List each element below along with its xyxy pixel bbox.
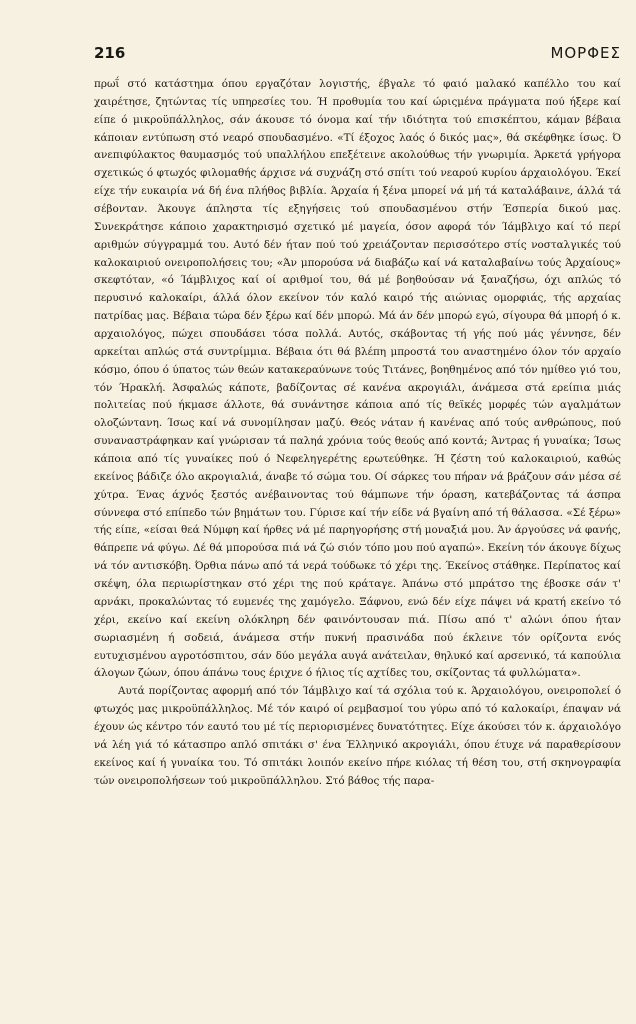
running-title: ΜΟΡΦΕΣ [550, 44, 621, 62]
paragraph: πρωΐ στό κατάστημα όπου εργαζόταν λογιστής, έβγαλε τό φαιό μαλακό καπέλλο του καί χαιρέτησε, ζητώντας τίς υπηρεσίες του. Ή προθυμία του καί ώριςμένα πράγματα πού ήξερε καί είπε ό μικροϋπάλληλος, σάν άκουσε τό όνομα καί τήν ιδιότητα τού επισκέπτου, κάμαν βέβαια κάποιαν εντύπωση στό νεαρό σπουδασμένο. «Τί έξοχος λαός ό δικός μας», θά σκέφθηκε ίσως. Ό ανεπιφύλακτος θαυμασμός τού υπαλλήλου επεξέτεινε ακολούθως τήν γνωριμία. Άρκετά γρήγορα σχετικώς ό φτωχός φιλομαθής άρχισε νά συχνάζη στό σπίτι τού νεαρού κυρίου άρχαιολόγου. Έκεί είχε τήν ευκαιρία νά δή ένα πλήθος βιβλία. Άρχαία ή ξένα μπορεί νά μή τά καταλάβαινε, άλλά τά σέβονταν. Άκουγε άπληστα τίς εξηγήσεις τού σπουδασμένου στήν Έσπερία δικού μας. Συνεκράτησε κάποιο χαρακτηρισμό σχετικό μέ μαγεία, όσον αφορά τόν Ίάμβλιχο καί τό περί αριθμών σύγγραμμά του. Αυτό δέν ήταν πού τού χρειάζονταν περισσότερο στίς νοσταλγικές τού καλοκαιριού ονειροπολήσεις του; «Άν μπορούσα νά διαβάζω καί νά καταλαβαίνω τούς Άρχαίους» σκεφτόταν, «ό Ίάμβλιχος καί οί αριθμοί του, θά μέ βοηθούσαν νά ξαναζήσω, όχι απλώς τό περυσινό καλοκαίρι, άλλά όλον εκείνον τόν καλό καιρό τής αιώνιας ομορφιάς, τής αρχαίας πατρίδας μας. Βέβαια τώρα δέν ξέρω καί δέν μπορώ. Μά άν δέν μπορώ εγώ, σίγουρα θά μπορή ό κ. αρχαιολόγος, πώχει σπουδάσει τόσα πολλά. Αυτός, σκάβοντας τή γής πού μάς γέννησε, δέν αρκείται απλώς στά συντρίμμια. Βέβαια ότι θά βλέπη μπροστά του αναστημένο όλον τόν αρχαίο κόσμο, όπου ό ύπατος τών θεών κατακεραύνωνε τούς Τιτάνες, βοηθημένος από τόν ημίθεο γιό του, τόν Ήρακλή. Άσφαλώς κάποτε, βαδίζοντας σέ κανένα ακρογιάλι, άνάμεσα στά ερείπια μιάς πολιτείας πού ήκμασε άλλοτε, θά συνάντησε κάποια από τίς θεϊκές μορφές τών αγαλμάτων ολοζώντανη. Ίσως καί νά συνομίλησαν μαζύ. Θεός νάταν ή κανένας από τούς ανθρώπους, πού συναναστράφηκαν καί γνώρισαν τά παληά χρόνια τούς θεούς από κοντά; Άντρας ή γυναίκα; Ίσως κάποια από τίς γυναίκες πού ό Νεφεληγερέτης ερωτεύθηκε. Ή ζέστη τού καλοκαιριού, καθώς εκείνος βάδιζε όλο ακρογιαλιά, άναβε τό σώμα του. Οί σάρκες του πήραν νά βράζουν σάν μέσα σέ χύτρα. Ένας άχνός ξεστός ανέβαινοντας τού θάμπωνε τήν όραση, κατεβάζοντας τά άσπρα σύννεφα στό επίπεδο τών βημάτων του. Γύρισε καί τήν είδε νά βγαίνη από τή θάλασσα. «Σέ ξέρω» τής είπε, «είσαι θεά Νύμφη καί ήρθες νά μέ παρηγορήσης στή μοναξιά μου. Άν άργούσες νά φανής, θάπρεπε νά φύγω. Δέ θά μπορούσα πιά νά ζώ σιόν τόπο μου πού αγαπώ». Εκείνη τόν άκουγε δίχως νά τόν αντισκόβη. Όρθια πάνω από τά νερά τούδωκε τό χέρι της. Έκείνος στάθηκε. Περίπατος καί σκέψη, όλα περιωρίστηκαν στό χέρι της πού κράταγε. Άπάνω στό μπράτσο της έβοσκε σάν τ' αρνάκι, προκαλώντας τό ευμενές της χαμόγελο. Ξάφνου, ενώ δέν είχε πάψει νά κρατή εκείνο τό χέρι, εκείνο καί εκείνη ολόκληρη δέν φαινόντουσαν πιά. Πίσω από τ' αλώνι όπου ήταν σωριασμένη ή σοδειά, άνάμεσα στήν πυκνή πρασινάδα πού έκλεινε τόν ορίζοντα ενός ευτυχισμένου αγροτόσπιτου, σάν δύο μεγάλα αυγά ανάτειλαν, θηλυκό καί αρσενικό, τά καπούλια άλογων ζώων, όπου άπάνω τους έριχνε ό ήλιος τίς αχτίδες του, σκίζοντας τά φυλλώματα». [94, 78, 621, 680]
paragraph: Αυτά πορίζοντας αφορμή από τόν Ίάμβλιχο καί τά σχόλια τού κ. Άρχαιολόγου, ονειροπολεί ό φτωχός μας μικροϋπάλληλος. Μέ τόν καιρό οί ρεμβασμοί του γύρω από τό καλοκαίρι, έπαψαν νά έχουν ώς κέντρο τόν εαυτό του μέ τίς περιορισμένες δυνατότητες. Είχε άκούσει τόν κ. άρχαιολόγο νά λέη γιά τό κάτασπρο απλό σπιτάκι σ' ένα Έλληνικό ακρογιάλι, όπου έτυχε νά παραθερίσουν εκείνος καί ή γυναίκα του. Τό σπιτάκι λοιπόν εκείνο πήρε κιόλας τή θέση του, στή σκηνογραφία τών ονειροπολήσεων τού μικροϋπάλληλου. Στό βάθος τής παρα- [94, 685, 621, 787]
page-number: 216 [94, 44, 126, 62]
page-header [94, 44, 621, 68]
body-text [94, 76, 621, 790]
